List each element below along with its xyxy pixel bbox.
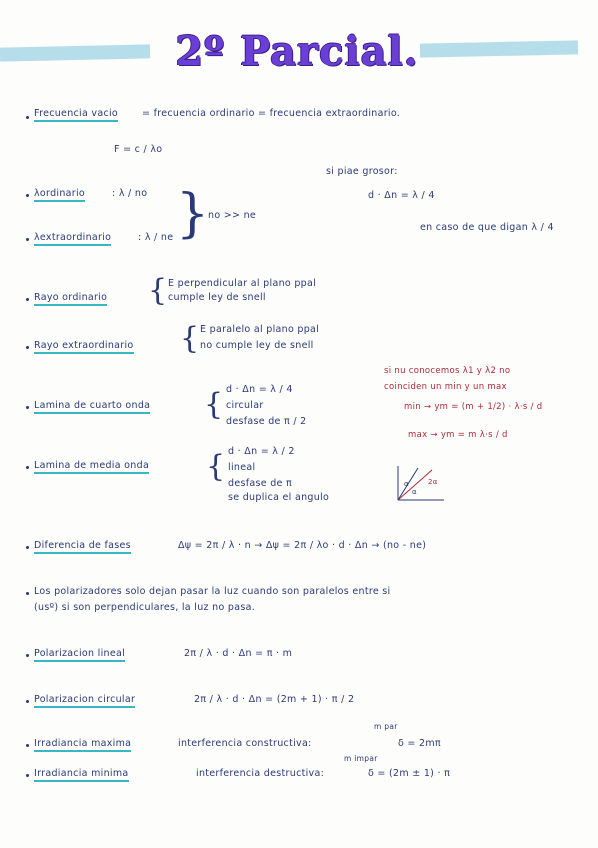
bullet — [26, 700, 29, 703]
title-highlight-left — [0, 44, 150, 61]
lamina-cuarto-line3: desfase de π / 2 — [226, 416, 307, 427]
title-highlight-right — [420, 40, 578, 57]
irradiancia-minima-text: interferencia destructiva: — [196, 768, 325, 779]
term-a-extraordinario: λextraordinario — [34, 232, 111, 246]
a-extraordinario-formula: : λ / ne — [138, 232, 174, 243]
right-brace-icon: } — [176, 184, 210, 244]
diferencia-fases-text: Δψ = 2π / λ · n → Δψ = 2π / λo · d · Δn → (no - ne) — [178, 540, 427, 551]
rayo-ordinario-line2: cumple ley de snell — [168, 292, 266, 303]
bullet — [26, 406, 29, 409]
bullet — [26, 774, 29, 777]
term-irradiancia-maxima: Irradiancia maxima — [34, 738, 131, 752]
lamina-media-line1: d · Δn = λ / 2 — [228, 446, 295, 457]
bullet — [26, 466, 29, 469]
term-rayo-ordinario: Rayo ordinario — [34, 292, 107, 306]
irradiancia-maxima-eq: δ = 2mπ — [398, 738, 441, 749]
irradiancia-maxima-text: interferencia constructiva: — [178, 738, 312, 749]
bullet — [26, 238, 29, 241]
lamina-media-line3: desfase de π — [228, 478, 293, 489]
left-brace-icon: { — [206, 449, 226, 484]
term-irradiancia-minima: Irradiancia minima — [34, 768, 129, 782]
left-brace-icon: { — [148, 273, 168, 308]
rayo-extraordinario-line2: no cumple ley de snell — [200, 340, 314, 351]
note-line4: max → ym = m λ·s / d — [408, 430, 508, 440]
term-diferencia-fases: Diferencia de fases — [34, 540, 131, 554]
term-polarizacion-circular: Polarizacion circular — [34, 694, 135, 708]
term-lamina-media: Lamina de media onda — [34, 460, 149, 474]
diagram-alpha-1: α — [404, 480, 409, 488]
polarizacion-lineal-text: 2π / λ · d · Δn = π · m — [184, 648, 293, 659]
no-ne-relation: no >> ne — [208, 210, 257, 221]
rayo-ordinario-line1: E perpendicular al plano ppal — [168, 278, 317, 289]
left-brace-icon: { — [204, 387, 224, 422]
term-lamina-cuarto: Lamina de cuarto onda — [34, 400, 150, 414]
note-line2: coinciden un min y un max — [384, 382, 507, 392]
lamina-cuarto-line1: d · Δn = λ / 4 — [226, 384, 293, 395]
irradiancia-minima-eq: δ = (2m ± 1) · π — [368, 768, 451, 779]
polarizacion-circular-text: 2π / λ · d · Δn = (2m + 1) · π / 2 — [194, 694, 355, 705]
bullet — [26, 194, 29, 197]
diagram-2a: 2α — [428, 478, 438, 486]
lamina-media-line2: lineal — [228, 462, 256, 473]
polarizadores-line2: (usº) si son perpendiculares, la luz no pasa. — [34, 602, 256, 613]
lamina-media-line4: se duplica el angulo — [228, 492, 330, 503]
si-piae-note: si piae grosor: — [326, 166, 398, 177]
bullet — [26, 592, 29, 595]
bullet — [26, 654, 29, 657]
page-title: 2º Parcial. — [175, 28, 419, 75]
bullet — [26, 116, 29, 119]
lamina-cuarto-line2: circular — [226, 400, 264, 411]
term-polarizacion-lineal: Polarizacion lineal — [34, 648, 125, 662]
left-brace-icon: { — [180, 321, 200, 356]
term-rayo-extraordinario: Rayo extraordinario — [34, 340, 134, 354]
rayo-extraordinario-line1: E paralelo al plano ppal — [200, 324, 320, 335]
bullet — [26, 546, 29, 549]
irradiancia-maxima-note: m par — [374, 722, 398, 731]
diagram-alpha-2: α — [412, 488, 417, 496]
d-dn-quarter: d · Δn = λ / 4 — [368, 190, 435, 201]
note-line3: min → ym = (m + 1/2) · λ·s / d — [404, 402, 543, 412]
irradiancia-minima-note: m impar — [344, 754, 378, 763]
angle-diagram — [392, 462, 450, 504]
frecuencia-formula: F = c / λo — [114, 144, 163, 155]
bullet — [26, 298, 29, 301]
bullet — [26, 346, 29, 349]
frecuencia-vacio-text: = frecuencia ordinario = frecuencia extraordinario. — [142, 108, 401, 119]
polarizadores-line1: Los polarizadores solo dejan pasar la luz cuando son paralelos entre si — [34, 586, 391, 597]
term-a-ordinario: λordinario — [34, 188, 85, 202]
note-line1: si nu conocemos λ1 y λ2 no — [384, 366, 511, 376]
a-ordinario-formula: : λ / no — [112, 188, 148, 199]
bullet — [26, 744, 29, 747]
en-caso-note: en caso de que digan λ / 4 — [420, 222, 554, 233]
term-frecuencia-vacio: Frecuencia vacio — [34, 108, 118, 122]
